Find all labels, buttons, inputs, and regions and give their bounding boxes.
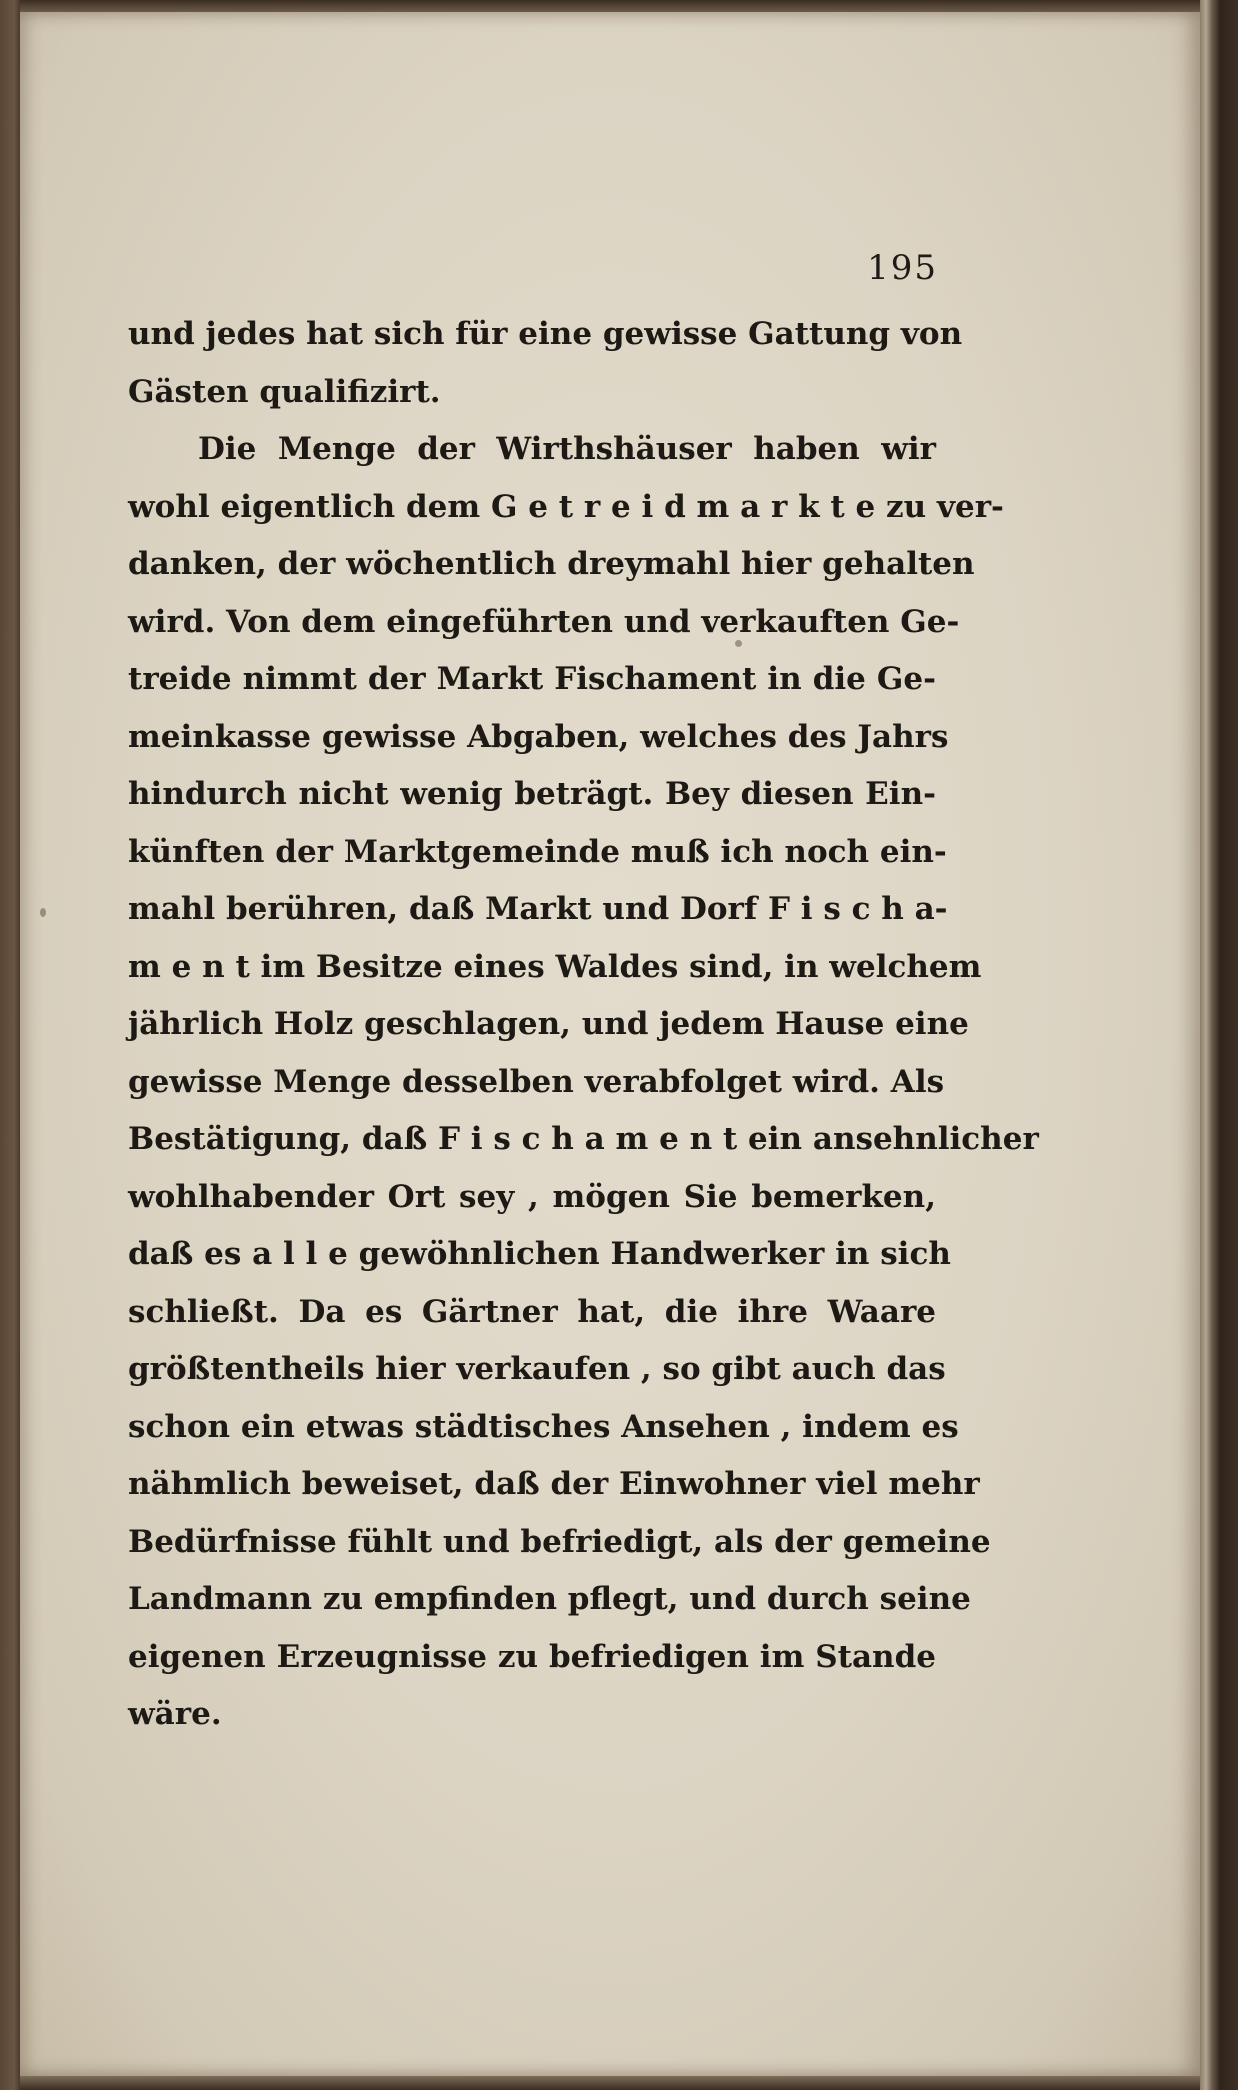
text-line: nähmlich beweiset, daß der Einwohner viel mehr xyxy=(128,1466,980,1502)
text-line: und jedes hat sich für eine gewisse Gattung von xyxy=(128,316,963,352)
text-line: hindurch nicht wenig beträgt. Bey diesen Ein- xyxy=(128,776,936,812)
book-edge-top xyxy=(20,0,1200,12)
text-line: jährlich Holz geschlagen, und jedem Hause eine xyxy=(128,1006,969,1042)
text-line: Bedürfnisse fühlt und befriedigt, als der gemeine xyxy=(128,1523,991,1560)
text-line: Landmann zu empfinden pflegt, und durch seine xyxy=(128,1581,971,1617)
text-line: mahl berühren, daß Markt und Dorf F i s c h a- xyxy=(128,891,948,927)
text-line: schon ein etwas städtisches Ansehen , indem es xyxy=(128,1408,959,1445)
text-line: wohlhabender Ort sey , mögen Sie bemerken, xyxy=(128,1178,936,1215)
text-line: meinkasse gewisse Abgaben, welches des Jahrs xyxy=(128,718,949,755)
paper-speck xyxy=(40,908,46,917)
text-line: danken, der wöchentlich dreymahl hier gehalten xyxy=(128,546,975,582)
text-line: Gästen qualifizirt. xyxy=(128,373,441,410)
text-line: gewisse Menge desselben verabfolget wird. Als xyxy=(128,1063,945,1100)
book-edge-right xyxy=(1200,0,1238,2090)
book-edge-bottom xyxy=(20,2076,1200,2090)
page-number: 195 xyxy=(867,248,938,288)
text-line: Bestätigung, daß F i s c h a m e n t ein ansehnlicher xyxy=(128,1121,1039,1157)
text-line: künften der Marktgemeinde muß ich noch ein- xyxy=(128,833,947,870)
body-text xyxy=(128,306,1039,1744)
text-line: schließt. Da es Gärtner hat, die ihre Waare xyxy=(128,1293,936,1330)
text-line: Die Menge der Wirthshäuser haben wir xyxy=(198,431,936,467)
text-line: wohl eigentlich dem G e t r e i d m a r k t e zu ver- xyxy=(128,488,1004,525)
text-line: wird. Von dem eingeführten und verkauften Ge- xyxy=(128,603,960,640)
text-line: größtentheils hier verkaufen , so gibt auch das xyxy=(128,1351,946,1387)
text-line: wäre. xyxy=(128,1696,222,1732)
text-line: treide nimmt der Markt Fischament in die Ge- xyxy=(128,661,936,697)
text-line: daß es a l l e gewöhnlichen Handwerker in sich xyxy=(128,1236,951,1272)
text-line: eigenen Erzeugnisse zu befriedigen im Stande xyxy=(128,1638,936,1675)
text-line: m e n t im Besitze eines Waldes sind, in welchem xyxy=(128,948,982,985)
